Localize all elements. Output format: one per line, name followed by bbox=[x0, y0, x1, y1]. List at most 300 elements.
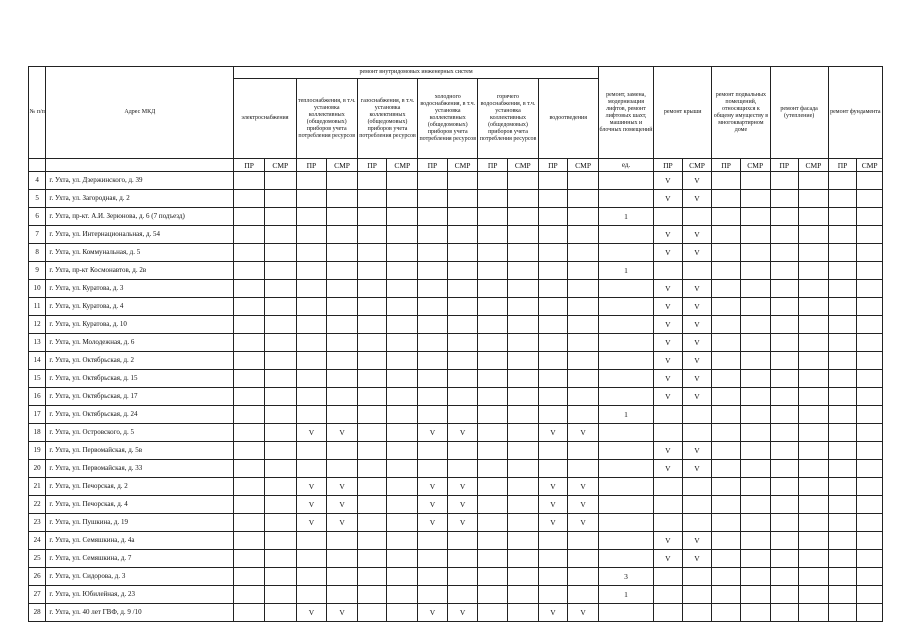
cell-sewer-smr bbox=[568, 262, 599, 280]
cell-sewer-pr bbox=[538, 460, 568, 478]
cell-facade-smr bbox=[799, 532, 829, 550]
cell-heat-pr bbox=[296, 586, 327, 604]
cell-electro-pr bbox=[234, 226, 265, 244]
cell-heat-pr: V bbox=[296, 496, 327, 514]
cell-sewer-smr bbox=[568, 550, 599, 568]
cell-foundation-pr bbox=[828, 262, 857, 280]
cell-basement-smr bbox=[740, 496, 770, 514]
cell-basement-smr bbox=[740, 460, 770, 478]
row-address: г. Ухта, ул. Пушкина, д. 19 bbox=[46, 514, 234, 532]
cell-gas-smr bbox=[387, 442, 418, 460]
cell-hot-pr bbox=[478, 406, 508, 424]
cell-cold-pr: V bbox=[418, 424, 448, 442]
cell-foundation-smr bbox=[857, 298, 883, 316]
cell-gas-pr bbox=[357, 172, 387, 190]
cell-foundation-pr bbox=[828, 244, 857, 262]
subheader-pr: ПР bbox=[357, 159, 387, 172]
cell-foundation-smr bbox=[857, 532, 883, 550]
cell-hot-smr bbox=[507, 352, 538, 370]
cell-sewer-pr: V bbox=[538, 514, 568, 532]
cell-sewer-pr bbox=[538, 244, 568, 262]
cell-hot-pr bbox=[478, 334, 508, 352]
table-row bbox=[29, 298, 883, 316]
table-row bbox=[29, 514, 883, 532]
cell-cold-smr bbox=[447, 550, 478, 568]
cell-gas-smr bbox=[387, 388, 418, 406]
cell-cold-pr bbox=[418, 406, 448, 424]
cell-heat-smr: V bbox=[327, 424, 358, 442]
cell-sewer-pr bbox=[538, 226, 568, 244]
cell-basement-smr bbox=[740, 388, 770, 406]
cell-gas-pr bbox=[357, 442, 387, 460]
row-number: 16 bbox=[29, 388, 46, 406]
cell-cold-pr: V bbox=[418, 478, 448, 496]
row-number: 19 bbox=[29, 442, 46, 460]
cell-heat-pr bbox=[296, 334, 327, 352]
cell-roof-smr bbox=[682, 568, 712, 586]
table-row bbox=[29, 262, 883, 280]
cell-sewer-pr: V bbox=[538, 424, 568, 442]
cell-electro-smr bbox=[264, 532, 296, 550]
cell-foundation-pr bbox=[828, 568, 857, 586]
cell-basement-smr bbox=[740, 244, 770, 262]
cell-sewer-smr bbox=[568, 172, 599, 190]
cell-hot-smr bbox=[507, 226, 538, 244]
cell-electro-pr bbox=[234, 208, 265, 226]
cell-hot-pr bbox=[478, 226, 508, 244]
cell-basement-smr bbox=[740, 424, 770, 442]
cell-gas-smr bbox=[387, 532, 418, 550]
cell-electro-smr bbox=[264, 190, 296, 208]
cell-facade-pr bbox=[770, 262, 799, 280]
cell-electro-smr bbox=[264, 244, 296, 262]
subheader-smr: СМР bbox=[387, 159, 418, 172]
cell-facade-smr bbox=[799, 442, 829, 460]
cell-roof-smr bbox=[682, 514, 712, 532]
cell-hot-smr bbox=[507, 550, 538, 568]
cell-hot-pr bbox=[478, 424, 508, 442]
cell-hot-pr bbox=[478, 280, 508, 298]
table-row bbox=[29, 352, 883, 370]
cell-roof-smr bbox=[682, 208, 712, 226]
cell-gas-smr bbox=[387, 298, 418, 316]
cell-facade-pr bbox=[770, 406, 799, 424]
cell-cold-smr: V bbox=[447, 604, 478, 622]
cell-roof-pr bbox=[654, 514, 683, 532]
cell-foundation-smr bbox=[857, 172, 883, 190]
cell-hot-pr bbox=[478, 586, 508, 604]
cell-facade-pr bbox=[770, 172, 799, 190]
cell-roof-pr bbox=[654, 424, 683, 442]
cell-foundation-pr bbox=[828, 496, 857, 514]
cell-hot-smr bbox=[507, 280, 538, 298]
row-address: г. Ухта, ул. Сидорова, д. 3 bbox=[46, 568, 234, 586]
cell-foundation-smr bbox=[857, 424, 883, 442]
cell-facade-pr bbox=[770, 280, 799, 298]
header-electro: электроснабжения bbox=[234, 79, 296, 159]
cell-sewer-smr bbox=[568, 442, 599, 460]
cell-foundation-pr bbox=[828, 388, 857, 406]
cell-gas-pr bbox=[357, 208, 387, 226]
row-address: г. Ухта, ул. Октябрьская, д. 24 bbox=[46, 406, 234, 424]
cell-heat-pr bbox=[296, 352, 327, 370]
header-num: № п/п bbox=[29, 67, 46, 159]
cell-gas-pr bbox=[357, 262, 387, 280]
cell-roof-smr bbox=[682, 424, 712, 442]
cell-basement-pr bbox=[712, 334, 741, 352]
row-address: г. Ухта, ул. Дзержинского, д. 39 bbox=[46, 172, 234, 190]
cell-lift-units bbox=[598, 424, 653, 442]
cell-foundation-pr bbox=[828, 316, 857, 334]
cell-roof-pr bbox=[654, 586, 683, 604]
cell-electro-smr bbox=[264, 352, 296, 370]
cell-basement-smr bbox=[740, 604, 770, 622]
cell-facade-pr bbox=[770, 226, 799, 244]
row-address: г. Ухта, ул. Октябрьская, д. 15 bbox=[46, 370, 234, 388]
cell-electro-pr bbox=[234, 316, 265, 334]
cell-foundation-pr bbox=[828, 514, 857, 532]
row-number: 22 bbox=[29, 496, 46, 514]
cell-cold-smr: V bbox=[447, 478, 478, 496]
cell-foundation-pr bbox=[828, 370, 857, 388]
cell-sewer-smr bbox=[568, 208, 599, 226]
cell-gas-smr bbox=[387, 244, 418, 262]
cell-sewer-smr: V bbox=[568, 514, 599, 532]
cell-roof-pr: V bbox=[654, 334, 683, 352]
subheader-pr: ПР bbox=[234, 159, 265, 172]
cell-gas-smr bbox=[387, 334, 418, 352]
cell-gas-smr bbox=[387, 586, 418, 604]
cell-hot-smr bbox=[507, 514, 538, 532]
cell-heat-pr bbox=[296, 388, 327, 406]
cell-foundation-pr bbox=[828, 280, 857, 298]
cell-hot-pr bbox=[478, 496, 508, 514]
cell-roof-smr bbox=[682, 586, 712, 604]
cell-roof-smr: V bbox=[682, 172, 712, 190]
cell-basement-smr bbox=[740, 442, 770, 460]
cell-cold-smr bbox=[447, 370, 478, 388]
cell-electro-smr bbox=[264, 406, 296, 424]
row-number: 23 bbox=[29, 514, 46, 532]
cell-sewer-smr: V bbox=[568, 604, 599, 622]
cell-sewer-pr bbox=[538, 532, 568, 550]
subheader-smr: СМР bbox=[799, 159, 829, 172]
cell-foundation-pr bbox=[828, 352, 857, 370]
cell-facade-pr bbox=[770, 496, 799, 514]
row-address: г. Ухта, ул. Семяшкина, д. 4а bbox=[46, 532, 234, 550]
cell-gas-smr bbox=[387, 406, 418, 424]
cell-hot-pr bbox=[478, 316, 508, 334]
table-row bbox=[29, 442, 883, 460]
cell-sewer-smr bbox=[568, 460, 599, 478]
cell-lift-units bbox=[598, 460, 653, 478]
cell-electro-pr bbox=[234, 280, 265, 298]
table-body bbox=[29, 172, 883, 622]
cell-gas-pr bbox=[357, 316, 387, 334]
cell-basement-pr bbox=[712, 370, 741, 388]
cell-facade-pr bbox=[770, 424, 799, 442]
cell-foundation-pr bbox=[828, 298, 857, 316]
subheader-pr: ПР bbox=[418, 159, 448, 172]
cell-foundation-smr bbox=[857, 406, 883, 424]
cell-foundation-smr bbox=[857, 388, 883, 406]
cell-roof-smr: V bbox=[682, 298, 712, 316]
row-address: г. Ухта, ул. Куратова, д. 4 bbox=[46, 298, 234, 316]
header-cold-water: холодного водоснабжения, в т.ч. установка коллективных (общедомовых) приборов учета потребления ресурсов bbox=[418, 79, 478, 159]
header-foundation: ремонт фундамента bbox=[828, 67, 882, 159]
cell-foundation-pr bbox=[828, 406, 857, 424]
cell-hot-smr bbox=[507, 424, 538, 442]
cell-lift-units bbox=[598, 334, 653, 352]
table-row bbox=[29, 226, 883, 244]
cell-basement-smr bbox=[740, 262, 770, 280]
cell-basement-pr bbox=[712, 478, 741, 496]
cell-facade-pr bbox=[770, 550, 799, 568]
cell-gas-smr bbox=[387, 262, 418, 280]
cell-gas-smr bbox=[387, 370, 418, 388]
cell-gas-pr bbox=[357, 352, 387, 370]
cell-roof-pr: V bbox=[654, 370, 683, 388]
cell-facade-pr bbox=[770, 442, 799, 460]
cell-roof-pr: V bbox=[654, 550, 683, 568]
header-gas: газоснабжения, в т.ч. установка коллективных (общедомовых) приборов учета потребления ресурсов bbox=[357, 79, 417, 159]
cell-facade-smr bbox=[799, 604, 829, 622]
table-row bbox=[29, 550, 883, 568]
cell-cold-smr bbox=[447, 190, 478, 208]
cell-gas-pr bbox=[357, 334, 387, 352]
cell-basement-smr bbox=[740, 586, 770, 604]
cell-roof-pr: V bbox=[654, 298, 683, 316]
cell-gas-pr bbox=[357, 550, 387, 568]
cell-hot-pr bbox=[478, 298, 508, 316]
cell-electro-pr bbox=[234, 190, 265, 208]
header-roof: ремонт крыши bbox=[654, 67, 712, 159]
cell-facade-pr bbox=[770, 208, 799, 226]
cell-foundation-pr bbox=[828, 226, 857, 244]
cell-lift-units bbox=[598, 550, 653, 568]
cell-cold-pr bbox=[418, 550, 448, 568]
cell-electro-pr bbox=[234, 532, 265, 550]
cell-sewer-smr bbox=[568, 406, 599, 424]
cell-heat-smr bbox=[327, 568, 358, 586]
cell-facade-smr bbox=[799, 262, 829, 280]
cell-heat-pr bbox=[296, 244, 327, 262]
cell-basement-pr bbox=[712, 514, 741, 532]
cell-foundation-pr bbox=[828, 208, 857, 226]
cell-electro-smr bbox=[264, 568, 296, 586]
cell-cold-pr bbox=[418, 262, 448, 280]
cell-electro-pr bbox=[234, 514, 265, 532]
row-address: г. Ухта, пр-кт. А.И. Зерюнова, д. 6 (7 подъезд) bbox=[46, 208, 234, 226]
row-number: 11 bbox=[29, 298, 46, 316]
cell-roof-smr: V bbox=[682, 370, 712, 388]
cell-sewer-pr: V bbox=[538, 604, 568, 622]
cell-electro-smr bbox=[264, 334, 296, 352]
capital-repair-table bbox=[28, 66, 883, 622]
row-number: 28 bbox=[29, 604, 46, 622]
cell-cold-smr bbox=[447, 442, 478, 460]
cell-electro-pr bbox=[234, 460, 265, 478]
cell-roof-pr bbox=[654, 568, 683, 586]
cell-facade-pr bbox=[770, 478, 799, 496]
cell-gas-smr bbox=[387, 190, 418, 208]
cell-lift-units bbox=[598, 370, 653, 388]
cell-hot-smr bbox=[507, 532, 538, 550]
cell-facade-pr bbox=[770, 244, 799, 262]
cell-cold-smr bbox=[447, 388, 478, 406]
cell-heat-smr bbox=[327, 532, 358, 550]
cell-cold-pr bbox=[418, 532, 448, 550]
cell-basement-smr bbox=[740, 532, 770, 550]
cell-hot-smr bbox=[507, 586, 538, 604]
cell-gas-smr bbox=[387, 424, 418, 442]
cell-gas-pr bbox=[357, 244, 387, 262]
cell-cold-smr bbox=[447, 334, 478, 352]
cell-lift-units bbox=[598, 172, 653, 190]
cell-foundation-smr bbox=[857, 496, 883, 514]
cell-roof-smr bbox=[682, 478, 712, 496]
cell-gas-smr bbox=[387, 478, 418, 496]
cell-basement-smr bbox=[740, 208, 770, 226]
cell-heat-smr bbox=[327, 334, 358, 352]
cell-heat-pr bbox=[296, 280, 327, 298]
cell-heat-smr: V bbox=[327, 604, 358, 622]
cell-electro-pr bbox=[234, 172, 265, 190]
cell-electro-smr bbox=[264, 298, 296, 316]
cell-heat-smr bbox=[327, 208, 358, 226]
cell-electro-pr bbox=[234, 424, 265, 442]
cell-lift-units: 1 bbox=[598, 208, 653, 226]
row-address: г. Ухта, ул. Интернациональная, д. 54 bbox=[46, 226, 234, 244]
cell-electro-smr bbox=[264, 370, 296, 388]
cell-foundation-smr bbox=[857, 280, 883, 298]
cell-basement-smr bbox=[740, 352, 770, 370]
cell-sewer-pr bbox=[538, 172, 568, 190]
cell-electro-smr bbox=[264, 172, 296, 190]
cell-roof-smr bbox=[682, 262, 712, 280]
cell-gas-pr bbox=[357, 280, 387, 298]
cell-sewer-pr bbox=[538, 352, 568, 370]
row-number: 7 bbox=[29, 226, 46, 244]
cell-lift-units bbox=[598, 478, 653, 496]
cell-gas-smr bbox=[387, 352, 418, 370]
cell-facade-pr bbox=[770, 586, 799, 604]
cell-sewer-smr bbox=[568, 226, 599, 244]
row-number: 4 bbox=[29, 172, 46, 190]
cell-electro-pr bbox=[234, 262, 265, 280]
cell-sewer-pr bbox=[538, 190, 568, 208]
cell-basement-pr bbox=[712, 172, 741, 190]
row-address: г. Ухта, ул. Первомайская, д. 33 bbox=[46, 460, 234, 478]
cell-hot-smr bbox=[507, 604, 538, 622]
cell-sewer-pr bbox=[538, 334, 568, 352]
cell-roof-pr: V bbox=[654, 352, 683, 370]
cell-facade-smr bbox=[799, 244, 829, 262]
cell-sewer-smr bbox=[568, 298, 599, 316]
cell-basement-smr bbox=[740, 514, 770, 532]
cell-hot-smr bbox=[507, 190, 538, 208]
cell-heat-smr bbox=[327, 550, 358, 568]
cell-hot-pr bbox=[478, 190, 508, 208]
subheader-pr: ПР bbox=[828, 159, 857, 172]
cell-roof-pr: V bbox=[654, 172, 683, 190]
cell-sewer-pr bbox=[538, 568, 568, 586]
cell-heat-smr bbox=[327, 172, 358, 190]
row-number: 24 bbox=[29, 532, 46, 550]
row-number: 15 bbox=[29, 370, 46, 388]
cell-cold-pr bbox=[418, 460, 448, 478]
subheader-smr: СМР bbox=[264, 159, 296, 172]
cell-hot-pr bbox=[478, 532, 508, 550]
cell-basement-smr bbox=[740, 334, 770, 352]
cell-foundation-smr bbox=[857, 370, 883, 388]
cell-foundation-pr bbox=[828, 334, 857, 352]
cell-basement-pr bbox=[712, 406, 741, 424]
cell-gas-pr bbox=[357, 478, 387, 496]
cell-sewer-smr: V bbox=[568, 424, 599, 442]
cell-foundation-pr bbox=[828, 586, 857, 604]
cell-heat-smr bbox=[327, 298, 358, 316]
cell-foundation-pr bbox=[828, 190, 857, 208]
cell-facade-smr bbox=[799, 568, 829, 586]
cell-basement-smr bbox=[740, 550, 770, 568]
cell-foundation-pr bbox=[828, 532, 857, 550]
cell-lift-units bbox=[598, 496, 653, 514]
cell-gas-smr bbox=[387, 172, 418, 190]
row-number: 25 bbox=[29, 550, 46, 568]
cell-gas-smr bbox=[387, 280, 418, 298]
cell-facade-smr bbox=[799, 388, 829, 406]
cell-electro-pr bbox=[234, 442, 265, 460]
cell-cold-pr: V bbox=[418, 514, 448, 532]
cell-lift-units bbox=[598, 298, 653, 316]
cell-facade-smr bbox=[799, 298, 829, 316]
cell-cold-smr bbox=[447, 460, 478, 478]
cell-electro-smr bbox=[264, 460, 296, 478]
header-sewer: водоотведения bbox=[538, 79, 598, 159]
cell-heat-smr bbox=[327, 442, 358, 460]
cell-hot-pr bbox=[478, 568, 508, 586]
cell-hot-smr bbox=[507, 478, 538, 496]
cell-sewer-smr bbox=[568, 334, 599, 352]
cell-cold-smr bbox=[447, 316, 478, 334]
subheader-smr: СМР bbox=[740, 159, 770, 172]
table-row bbox=[29, 370, 883, 388]
cell-gas-smr bbox=[387, 226, 418, 244]
cell-hot-pr bbox=[478, 370, 508, 388]
cell-basement-pr bbox=[712, 280, 741, 298]
cell-hot-pr bbox=[478, 550, 508, 568]
cell-electro-pr bbox=[234, 370, 265, 388]
cell-facade-pr bbox=[770, 532, 799, 550]
cell-foundation-smr bbox=[857, 586, 883, 604]
cell-electro-pr bbox=[234, 298, 265, 316]
cell-hot-smr bbox=[507, 406, 538, 424]
cell-foundation-pr bbox=[828, 424, 857, 442]
row-number: 6 bbox=[29, 208, 46, 226]
cell-foundation-smr bbox=[857, 514, 883, 532]
cell-cold-pr: V bbox=[418, 604, 448, 622]
cell-electro-smr bbox=[264, 442, 296, 460]
cell-cold-pr bbox=[418, 226, 448, 244]
cell-facade-pr bbox=[770, 370, 799, 388]
cell-sewer-smr bbox=[568, 316, 599, 334]
cell-basement-smr bbox=[740, 190, 770, 208]
row-number: 12 bbox=[29, 316, 46, 334]
row-address: г. Ухта, ул. Юбилейная, д. 23 bbox=[46, 586, 234, 604]
cell-facade-pr bbox=[770, 568, 799, 586]
cell-heat-smr: V bbox=[327, 514, 358, 532]
